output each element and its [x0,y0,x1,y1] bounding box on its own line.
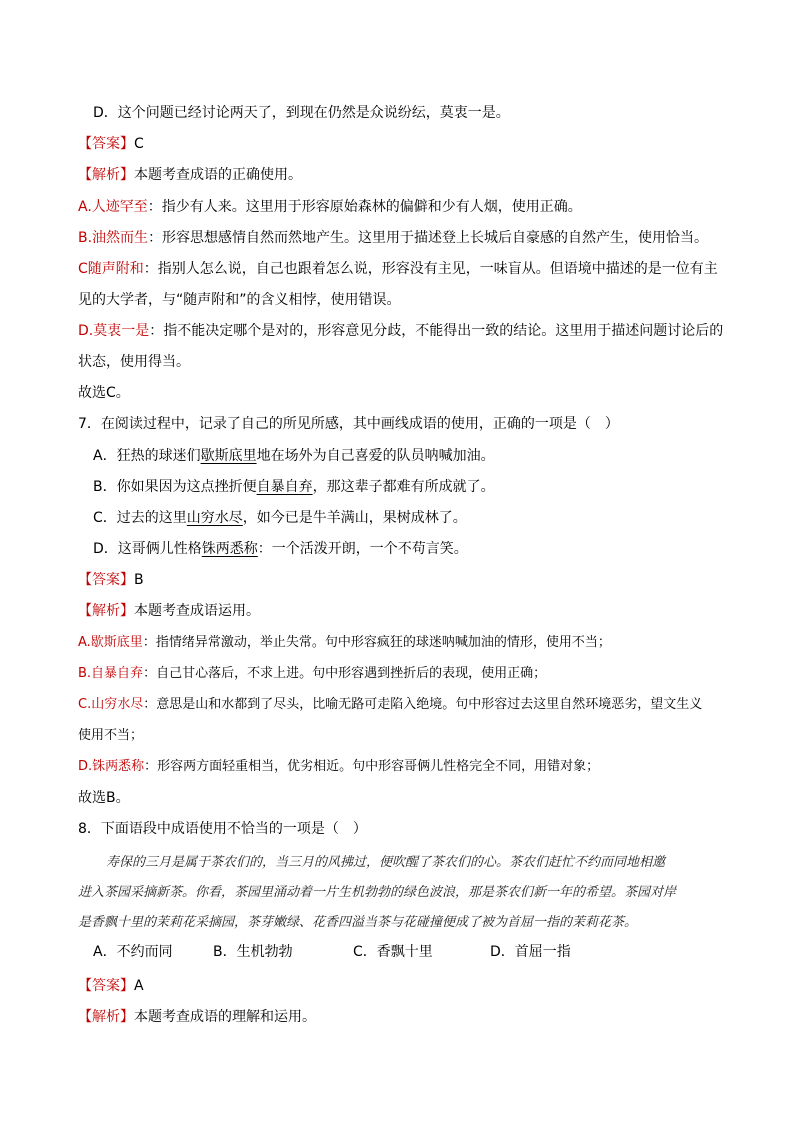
q8-passage [78,848,723,938]
q6-expl-a [78,198,582,216]
q6-expl-c-cont: 见的大学者，与“随声附和”的含义相悖，使用错误。 [78,292,401,308]
q7-stem: 7．在阅读过程中，记录了自己的所见所感，其中画线成语的使用，正确的一项是（ ） [78,416,619,432]
q7-analysis [78,602,260,620]
q8-option-b: B．生机勃勃 [213,944,293,960]
expl-term: D.铢两悉称 [78,759,145,774]
answer-value: A [134,978,144,994]
q7-option-a [93,447,495,465]
analysis-text: 本题考查成语的理解和运用。 [134,1009,316,1025]
expl-term: A.人迹罕至 [78,199,148,215]
expl-term: C随声附和 [78,261,144,277]
option-text: C．过去的这里 [93,510,187,526]
passage-line: 进入茶园采摘新茶。你看，茶园里涌动着一片生机勃勃的绿色波浪，那是茶农们新一年的希望。茶园对岸 [78,885,677,900]
q8-stem: 8．下面语段中成语使用不恰当的一项是（ ） [78,821,367,837]
expl-term: B.自暴自弃 [78,666,144,681]
q6-conclusion: 故选C。 [78,385,130,401]
q7-expl-c [78,696,702,714]
expl-text: ：指少有人来。这里用于形容原始森林的偏僻和少有人烟，使用正确。 [147,199,582,215]
q8-option-a: A．不约而同 [93,944,173,960]
option-text: D．这哥俩儿性格 [93,541,202,557]
answer-value: C [134,136,144,152]
q8-option-d: D．首屈一指 [490,944,571,960]
expl-text: ：指不能决定哪个是对的，形容意见分歧，不能得出一致的结论。这里用于描述问题讨论后的 [149,323,724,339]
expl-term: A.歇斯底里 [78,635,143,650]
analysis-tag: 【解析】 [78,1009,134,1025]
expl-text: ：形容思想感情自然而然地产生。这里用于描述登上长城后自豪感的自然产生，使用恰当。 [148,230,709,246]
answer-tag: 【答案】 [78,978,134,994]
q6-answer [78,135,144,153]
option-text: ，那这辈子都难有所成就了。 [312,479,495,495]
answer-tag: 【答案】 [78,572,134,588]
analysis-text: 本题考查成语运用。 [134,603,260,619]
q6-expl-b [78,229,708,247]
option-text: A．狂热的球迷们 [93,448,201,464]
expl-text: ：指情绪异常激动，举止失常。句中形容疯狂的球迷呐喊加油的情形，使用不当； [142,635,611,650]
q6-expl-d-cont: 状态，使用得当。 [78,354,190,370]
expl-text: ：形容两方面轻重相当，优劣相近。句中形容哥俩儿性格完全不同，用错对象； [144,759,600,774]
expl-term: B.油然而生 [78,230,149,246]
q7-option-b [93,478,495,496]
option-text: ，如今已是牛羊满山，果树成林了。 [242,510,467,526]
q7-expl-a [78,634,611,652]
option-text: 地在场外为自己喜爱的队员呐喊加油。 [256,448,495,464]
q7-expl-b [78,665,546,683]
expl-text: ：意思是山和水都到了尽头，比喻无路可走陷入绝境。句中形容过去这里自然环境恶劣，望文生义 [143,697,703,712]
analysis-tag: 【解析】 [78,167,134,183]
q7-conclusion: 故选B。 [78,790,130,806]
q8-answer [78,977,144,995]
q7-expl-d [78,758,599,776]
answer-tag: 【答案】 [78,136,134,152]
q6-analysis [78,166,302,184]
option-text: ：一个活泼开朗，一个不苟言笑。 [257,541,468,557]
passage-line: 寿保的三月是属于茶农们的，当三月的风拂过，便吹醒了茶农们的心。茶农们赶忙不约而同地相邀 [106,855,666,870]
q6-expl-c [78,260,718,278]
passage-line: 是香飘十里的茉莉花采摘园，茶芽嫩绿、花香四溢当茶与花碰撞便成了被为首屈一指的茉莉花茶。 [78,915,638,930]
underlined-idiom: 山穷水尽 [186,510,243,526]
expl-term: C.山穷水尽 [78,697,144,712]
underlined-idiom: 自暴自弃 [256,479,313,495]
underlined-idiom: 歇斯底里 [200,448,257,464]
expl-text: ：自己甘心落后，不求上进。句中形容遇到挫折后的表现，使用正确； [143,666,547,681]
expl-text: ：指别人怎么说，自己也跟着怎么说，形容没有主见，一味盲从。但语境中描述的是一位有主 [143,261,718,277]
analysis-tag: 【解析】 [78,603,134,619]
q7-answer [78,571,144,589]
q8-analysis [78,1008,316,1026]
underlined-idiom: 铢两悉称 [201,541,258,557]
q7-expl-c-cont: 使用不当； [78,728,144,743]
answer-value: B [134,572,144,588]
q7-option-d [93,540,468,558]
q8-option-c: C．香飘十里 [353,944,433,960]
q7-option-c [93,509,467,527]
q6-option-d: D．这个问题已经讨论两天了，到现在仍然是众说纷纭，莫衷一是。 [93,105,510,121]
q6-expl-d [78,322,723,340]
expl-term: D.莫衷一是 [78,323,150,339]
option-text: B．你如果因为这点挫折便 [93,479,257,495]
analysis-text: 本题考查成语的正确使用。 [134,167,302,183]
